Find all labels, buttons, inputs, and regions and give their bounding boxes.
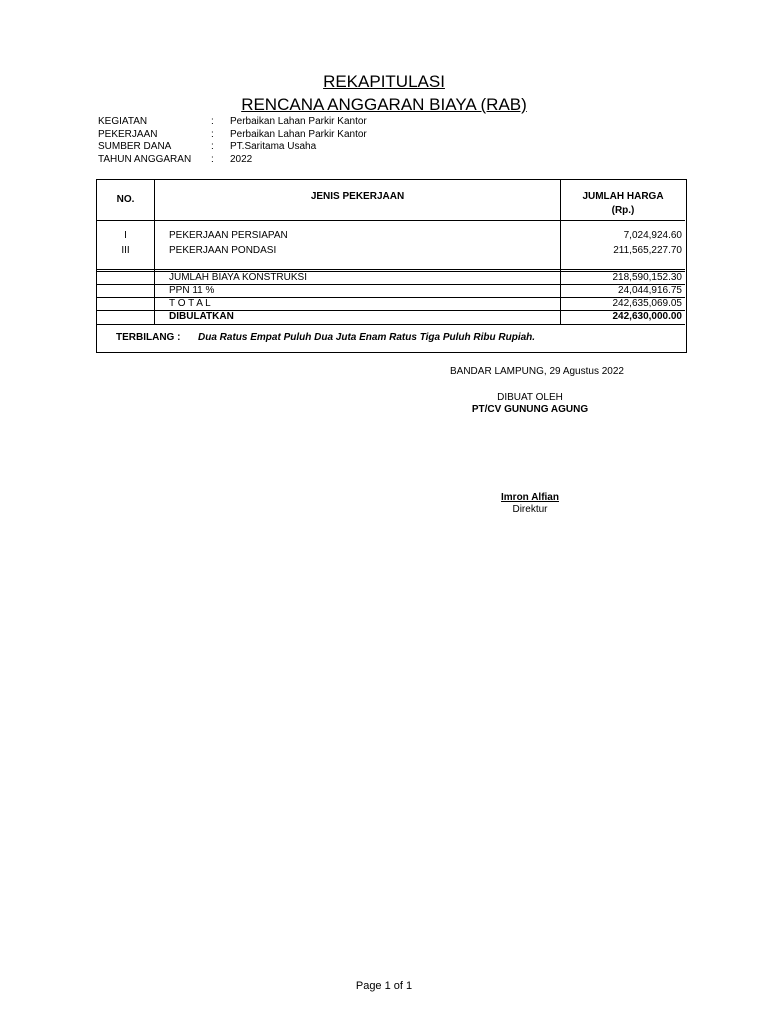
row-jumlah: 7,024,924.60 xyxy=(623,230,682,241)
row-no: III xyxy=(121,245,130,256)
row-jumlah: 211,565,227.70 xyxy=(613,245,682,256)
document-title: REKAPITULASI xyxy=(323,72,445,91)
meta-value: Perbaikan Lahan Parkir Kantor xyxy=(230,128,367,140)
summary-label: JUMLAH BIAYA KONSTRUKSI xyxy=(169,272,307,283)
meta-label: KEGIATAN xyxy=(98,116,148,127)
header-jumlah-harga: JUMLAH HARGA xyxy=(582,191,664,202)
meta-label: TAHUN ANGGARAN xyxy=(98,153,192,165)
table-divider xyxy=(97,220,685,221)
terbilang-value: Dua Ratus Empat Puluh Dua Juta Enam Ratus Tiga Puluh Ribu Rupiah. xyxy=(198,332,536,343)
signatory-name: Imron Alfian xyxy=(501,492,559,503)
header-jumlah-unit: (Rp.) xyxy=(611,205,635,216)
summary-label: DIBULATKAN xyxy=(169,311,234,322)
meta-value: Perbaikan Lahan Parkir Kantor xyxy=(230,116,367,127)
place-date: BANDAR LAMPUNG, 29 Agustus 2022 xyxy=(450,366,624,377)
header-no: NO. xyxy=(116,194,135,205)
meta-label: PEKERJAAN xyxy=(98,128,158,140)
summary-label: T O T A L xyxy=(169,298,211,309)
summary-value: 24,044,916.75 xyxy=(618,285,682,296)
summary-value: 218,590,152.30 xyxy=(612,272,682,283)
terbilang-label: TERBILANG : xyxy=(116,332,181,343)
rab-table xyxy=(96,179,687,353)
meta-colon: : xyxy=(211,116,214,127)
page-number: Page 1 of 1 xyxy=(355,980,413,992)
meta-colon: : xyxy=(211,141,214,152)
header-jenis-pekerjaan: JENIS PEKERJAAN xyxy=(310,191,405,202)
meta-value: 2022 xyxy=(230,153,253,165)
summary-value: 242,630,000.00 xyxy=(612,311,682,322)
signatory-position: Direktur xyxy=(512,504,548,515)
meta-colon: : xyxy=(211,153,214,165)
meta-label: SUMBER DANA xyxy=(98,141,172,152)
summary-value: 242,635,069.05 xyxy=(612,298,682,309)
row-jenis: PEKERJAAN PERSIAPAN xyxy=(169,230,288,241)
table-divider xyxy=(97,324,685,325)
document-subtitle: RENCANA ANGGARAN BIAYA (RAB) xyxy=(241,95,527,114)
summary-label: PPN 11 % xyxy=(169,285,215,296)
company-name: PT/CV GUNUNG AGUNG xyxy=(471,404,589,415)
made-by-label: DIBUAT OLEH xyxy=(497,392,563,403)
meta-value: PT.Saritama Usaha xyxy=(230,141,317,152)
row-no: I xyxy=(124,230,127,241)
meta-colon: : xyxy=(211,128,214,140)
row-jenis: PEKERJAAN PONDASI xyxy=(169,245,277,256)
table-divider xyxy=(97,269,685,270)
